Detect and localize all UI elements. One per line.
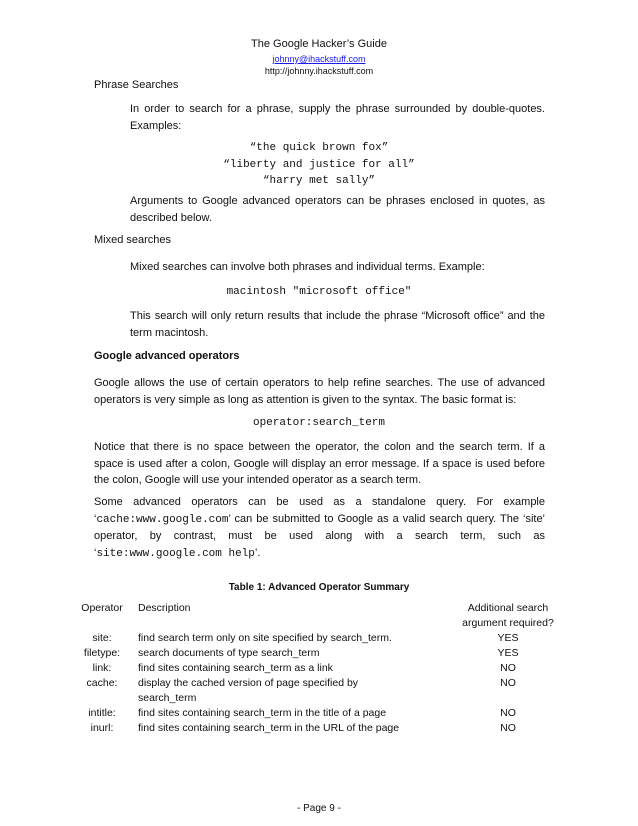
table-header-operator: Operator (81, 602, 123, 614)
advanced-paragraph-1: Google allows the use of certain operators to help refine searches. The use of advanced operators is very simple as long as attention is given to the syntax. The basic format is: (94, 377, 545, 406)
table-cell-description: search_term (138, 692, 197, 704)
phrase-intro: In order to search for a phrase, supply the phrase surrounded by double-quotes. Examples: (130, 103, 545, 132)
p3-code: site:www.google.com help (96, 547, 255, 560)
section-heading-advanced: Google advanced operators (94, 350, 240, 362)
mixed-example: macintosh "microsoft office" (226, 286, 412, 298)
phrase-example: “liberty and justice for all” (223, 159, 415, 171)
table-cell-description: find sites containing search_term in the URL of the page (138, 722, 400, 734)
table-cell-description: find sites containing search_term in the title of a page (138, 707, 387, 719)
table-cell-operator: site: (92, 632, 112, 644)
p3-text: ’ can be submitted to Google as a valid search query. The ‘site’ operator, by contrast, must be used along with a search term, such as ‘ (94, 512, 545, 559)
table-cell-required: NO (500, 707, 516, 719)
table-cell-required: NO (500, 722, 516, 734)
table-cell-operator: inurl: (90, 722, 114, 734)
p3-code: cache:www.google.com (96, 513, 229, 526)
table-cell-operator: cache: (86, 677, 118, 689)
p3-text: Some advanced operators can be used as a standalone query. For example ‘ (94, 496, 545, 525)
section-heading-phrase: Phrase Searches (94, 79, 179, 91)
phrase-example: “harry met sally” (262, 175, 376, 187)
table-header-required: argument required? (462, 617, 554, 629)
mixed-note: This search will only return results that include the phrase “Microsoft office” and the term macintosh. (130, 310, 545, 339)
table-cell-description: find sites containing search_term as a link (138, 662, 333, 674)
table-cell-operator: filetype: (83, 647, 121, 659)
table-cell-operator: intitle: (88, 707, 116, 719)
table-cell-required: YES (497, 647, 519, 659)
table-cell-operator: link: (92, 662, 112, 674)
table-cell-required: NO (500, 662, 516, 674)
header-url: http://johnny.ihackstuff.com (264, 66, 374, 76)
header-title: The Google Hacker’s Guide (251, 38, 387, 50)
table-cell-description: display the cached version of page specified by (138, 677, 359, 689)
advanced-paragraph-2: Notice that there is no space between the operator, the colon and the search term. If a space is used after a colon, Google will display an error message. If a space is used before the colon, Google will use your intended operator as a search term. (94, 441, 545, 486)
table-header-description: Description (138, 602, 191, 614)
phrase-note: Arguments to Google advanced operators can be phrases enclosed in quotes, as described below. (130, 195, 545, 224)
table-cell-description: find search term only on site specified by search_term. (138, 632, 392, 644)
mixed-intro: Mixed searches can involve both phrases and individual terms. Example: (130, 261, 485, 273)
table-caption: Table 1: Advanced Operator Summary (228, 582, 410, 593)
section-heading-mixed: Mixed searches (94, 234, 172, 246)
header-email-link[interactable]: johnny@ihackstuff.com (272, 54, 366, 64)
table-cell-description: search documents of type search_term (138, 647, 320, 659)
table-cell-required: NO (500, 677, 516, 689)
advanced-format-example: operator:search_term (252, 417, 386, 429)
page-number: - Page 9 - (297, 803, 341, 814)
table-cell-required: YES (497, 632, 519, 644)
phrase-example: “the quick brown fox” (249, 142, 389, 154)
advanced-paragraph-3 (94, 494, 545, 562)
table-header-required: Additional search (467, 602, 549, 614)
p3-text: ’. (254, 546, 261, 559)
